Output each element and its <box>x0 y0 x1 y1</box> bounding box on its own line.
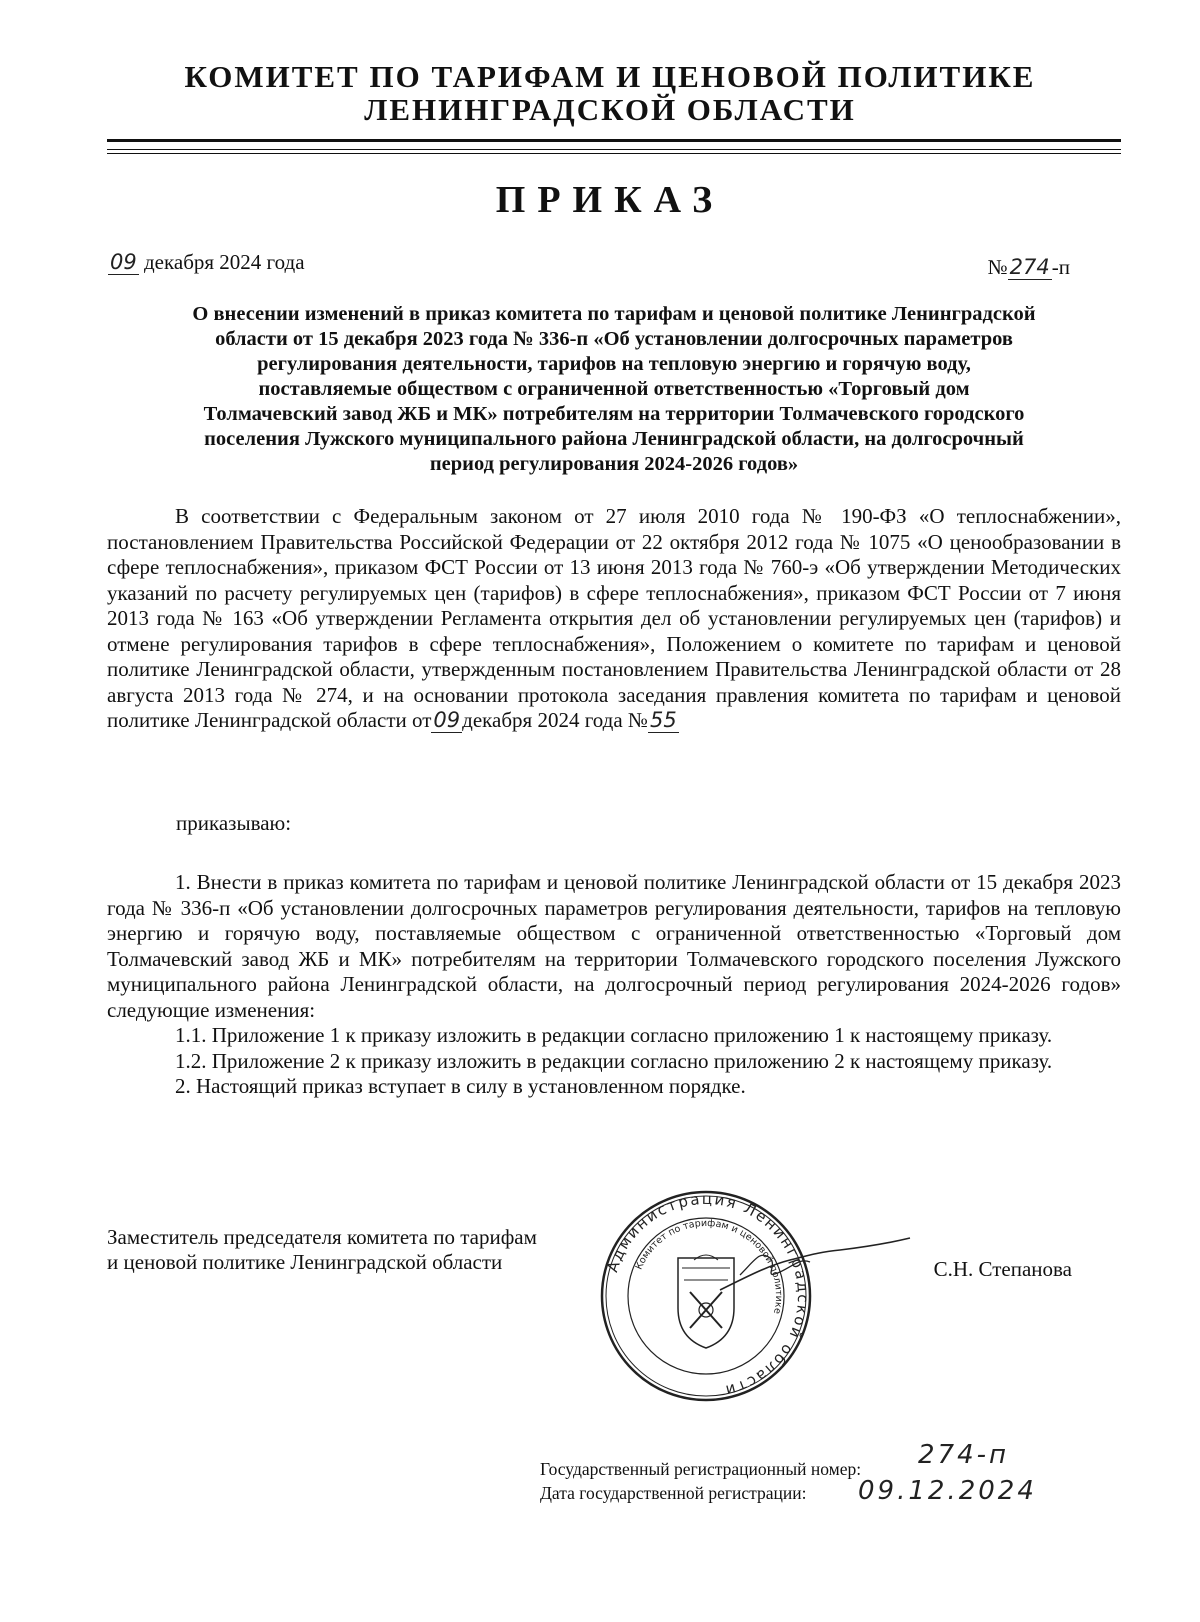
organization-name-line2: ЛЕНИНГРАДСКОЙ ОБЛАСТИ <box>364 92 856 127</box>
subject-line: области от 15 декабря 2023 года № 336-п «Об установлении долгосрочных параметров <box>215 328 1013 350</box>
number-prefix: № <box>987 255 1008 279</box>
order-items <box>107 870 1121 1100</box>
order-word: приказываю: <box>176 811 292 835</box>
document-date <box>108 250 305 275</box>
order-item-1-2: 1.2. Приложение 2 к приказу изложить в редакции согласно приложению 2 к настоящему приказу. <box>175 1048 1053 1073</box>
order-item-1-1: 1.1. Приложение 1 к приказу изложить в редакции согласно приложению 1 к настоящему приказу. <box>175 1023 1053 1047</box>
svg-text:Администрация Ленинградской об: Администрация Ленинградской области <box>603 1189 813 1401</box>
order-item-1: 1. Внести в приказ комитета по тарифам и ценовой политике Ленинградской области от 15 декабря 2023 года № 336-п «Об установлении долгосрочных параметров регулирования деятельности, тарифов на тепловую энергию и горячую воду, поставляемые обществом с ограниченной ответственностью «Торговый дом Толмачевский завод ЖБ и МК» потребителям на территории Толмачевского городского поселения Лужского муниципального района Ленинградской области, на долгосрочный период регулирования 2024-2026 годов» следующие изменения: <box>107 870 1121 1022</box>
subject-line: поселения Лужского муниципального района Ленинградской области, на долгосрочный <box>204 428 1024 450</box>
header-divider-thin <box>107 149 1121 150</box>
signatory-position-line2: и ценовой политике Ленинградской области <box>107 1250 503 1274</box>
signatory-position <box>107 1225 537 1275</box>
registration-date-handwritten: 09.12.2024 <box>858 1476 1037 1506</box>
registration-number-label: Государственный регистрационный номер: <box>540 1459 862 1479</box>
subject-line: Толмачевский завод ЖБ и МК» потребителям на территории Толмачевского городского <box>203 403 1025 425</box>
subject-line: О внесении изменений в приказ комитета по тарифам и ценовой политике Ленинградской <box>192 303 1036 325</box>
number-handwritten: 274 <box>1009 255 1050 279</box>
signatory-name: С.Н. Степанова <box>933 1257 1072 1281</box>
protocol-mid: декабря 2024 года № <box>462 708 648 732</box>
registration-date-label: Дата государственной регистрации: <box>540 1483 807 1503</box>
header-divider-thick <box>107 139 1121 142</box>
handwritten-signature <box>700 1220 920 1310</box>
subject-line: период регулирования 2024-2026 годов» <box>429 453 799 475</box>
subject-line: поставляемые обществом с ограниченной ответственностью «Торговый дом <box>258 378 970 400</box>
document-title: ПРИКАЗ <box>495 179 725 221</box>
organization-name-line1: КОМИТЕТ ПО ТАРИФАМ И ЦЕНОВОЙ ПОЛИТИКЕ <box>184 59 1036 94</box>
date-rest: декабря 2024 года <box>143 250 305 274</box>
protocol-day-handwritten: 09 <box>433 708 461 732</box>
number-suffix: -п <box>1051 255 1070 279</box>
subject-line: регулирования деятельности, тарифов на тепловую энергию и горячую воду, <box>257 353 971 375</box>
protocol-number-handwritten: 55 <box>649 708 677 732</box>
registration-number-handwritten: 274-п <box>918 1440 1010 1470</box>
document-number <box>988 255 1070 280</box>
date-day-handwritten: 09 <box>110 250 137 274</box>
preamble-text: В соответствии с Федеральным законом от 27 июля 2010 года № 190-ФЗ «О теплоснабжении», постановлением Правительства Российской Федерации от 22 октября 2012 года № 1075 «О ценообразовании в сфере теплоснабжения», приказом ФСТ России от 13 июня 2013 года № 760-э «Об утверждении Методических указаний по расчету регулируемых цен (тарифов) в сфере теплоснабжения», приказом ФСТ России от 7 июня 2013 года № 163 «Об утверждении Регламента открытия дел об установлении регулируемых цен (тарифов) и отмене регулирования тарифов в сфере теплоснабжения», Положением о комитете по тарифам и ценовой политике Ленинградской области, утвержденным постановлением Правительства Ленинградской области от 28 августа 2013 года № 274, и на основании протокола заседания правления комитета по тарифам и ценовой политике Ленинградской области от <box>107 504 1121 732</box>
signatory-position-line1: Заместитель председателя комитета по тарифам <box>107 1225 537 1249</box>
header-divider-thin-2 <box>107 153 1121 154</box>
svg-text:Комитет по тарифам и ценовой п: Комитет по тарифам и ценовой политике <box>633 1217 785 1315</box>
document-subject <box>107 302 1121 477</box>
preamble-paragraph <box>107 504 1121 734</box>
order-item-2: 2. Настоящий приказ вступает в силу в установленном порядке. <box>175 1074 746 1098</box>
